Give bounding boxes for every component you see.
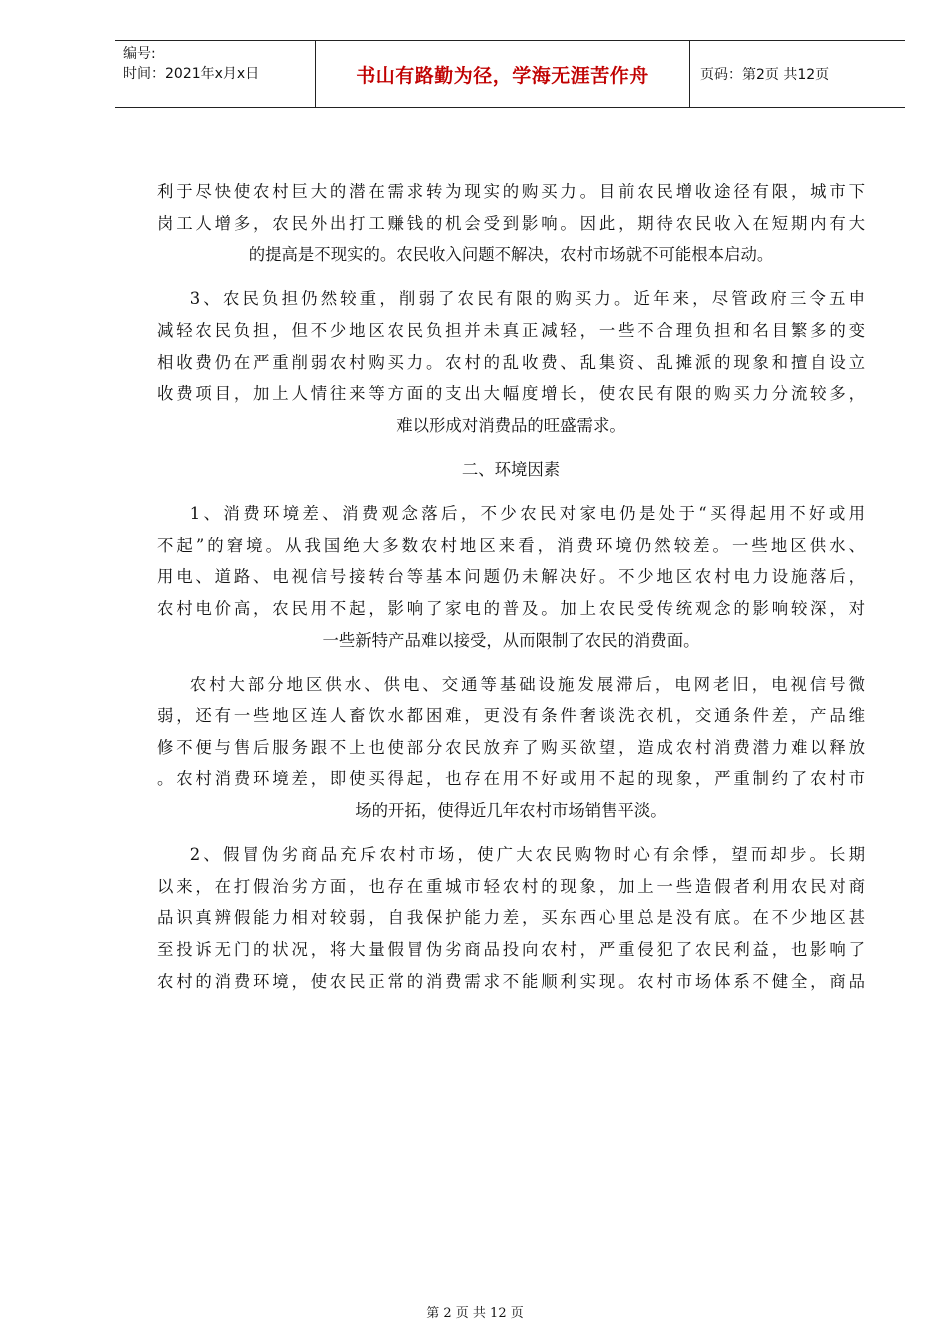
text-line: 农村电价高，农民用不起，影响了家电的普及。加上农民受传统观念的影响较深，对: [157, 598, 865, 618]
text-line: 用电、道路、电视信号接转台等基本问题仍未解决好。不少地区农村电力设施落后，: [157, 567, 865, 587]
text-line: 2、假冒伪劣商品充斥农村市场，使广大农民购物时心有余悸，望而却步。长期: [189, 845, 865, 865]
text-line: 以来，在打假治劣方面，也存在重城市轻农村的现象，加上一些造假者利用农民对商: [157, 876, 865, 896]
text-line: 1、消费环境差、消费观念落后，不少农民对家电仍是处于“买得起用不好或用: [189, 504, 865, 524]
paragraph: [157, 839, 865, 997]
text-line: 弱，还有一些地区连人畜饮水都困难，更没有条件奢谈洗衣机，交通条件差，产品维: [157, 706, 865, 726]
text-line: 修不便与售后服务跟不上也使部分农民放弃了购买欲望，造成农村消费潜力难以释放: [157, 737, 865, 757]
document-header: [115, 40, 905, 108]
code-label: 编号:: [123, 46, 156, 62]
header-meta-cell: [115, 41, 316, 107]
text-line: 至投诉无门的状况，将大量假冒伪劣商品投向农村，严重侵犯了农民利益，也影响了: [157, 940, 865, 960]
header-page-info: 页码：第2页 共12页: [700, 67, 830, 83]
text-line: 农村大部分地区供水、供电、交通等基础设施发展滞后，电网老旧，电视信号微: [189, 674, 865, 694]
text-line: 场的开拓，使得近几年农村市场销售平淡。: [355, 801, 667, 821]
text-line: 减轻农民负担，但不少地区农民负担并未真正减轻，一些不合理负担和名目繁多的变: [157, 320, 865, 340]
text-line: 相收费仍在严重削弱农村购买力。农村的乱收费、乱集资、乱摊派的现象和擅自设立: [157, 352, 865, 372]
paragraph: [157, 498, 865, 656]
text-line: 3、农民负担仍然较重，削弱了农民有限的购买力。近年来，尽管政府三令五申: [189, 289, 865, 309]
time-label: 时间：2021年x月x日: [123, 66, 260, 82]
page-footer: 第 2 页 共 12 页: [426, 1306, 524, 1321]
section-heading: [157, 454, 865, 486]
paragraph: [157, 283, 865, 441]
text-line: 难以形成对消费品的旺盛需求。: [396, 415, 626, 435]
text-line: 品识真辨假能力相对较弱，自我保护能力差，买东西心里总是没有底。在不少地区甚: [157, 908, 865, 928]
text-line: 不起”的窘境。从我国绝大多数农村地区来看，消费环境仍然较差。一些地区供水、: [157, 535, 865, 555]
paragraph: [157, 176, 865, 271]
text-line: 的提高是不现实的。农民收入问题不解决，农村市场就不可能根本启动。: [248, 245, 774, 265]
text-line: 岗工人增多，农民外出打工赚钱的机会受到影响。因此，期待农民收入在短期内有大: [157, 213, 865, 233]
document-body: [157, 176, 865, 997]
text-line: 农村的消费环境，使农民正常的消费需求不能顺利实现。农村市场体系不健全，商品: [157, 971, 865, 991]
text-line: 收费项目，加上人情往来等方面的支出大幅度增长，使农民有限的购买力分流较多，: [157, 384, 865, 404]
text-line: 。农村消费环境差，即使买得起，也存在用不好或用不起的现象，严重制约了农村市: [157, 769, 865, 789]
header-motto: 书山有路勤为径，学海无涯苦作舟: [316, 41, 690, 107]
text-line: 一些新特产品难以接受，从而限制了农民的消费面。: [322, 630, 700, 650]
paragraph: [157, 669, 865, 827]
heading-text: 二、环境因素: [461, 459, 561, 479]
text-line: 利于尽快使农村巨大的潜在需求转为现实的购买力。目前农民增收途径有限，城市下: [157, 182, 865, 201]
